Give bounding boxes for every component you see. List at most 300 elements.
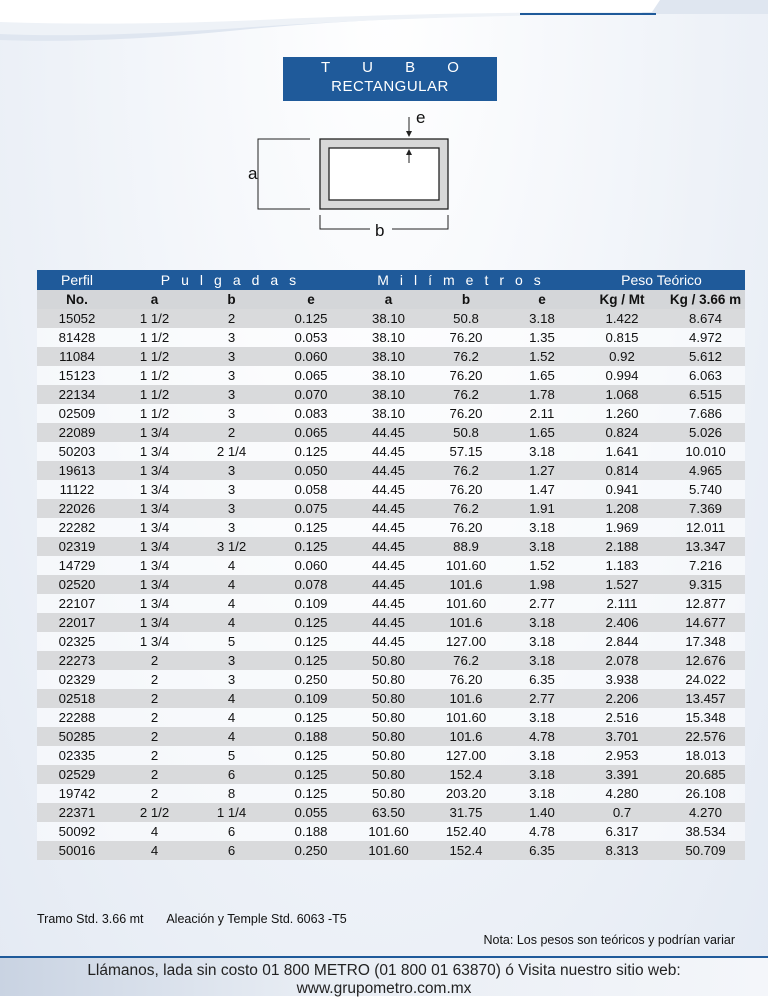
- table-cell: 1.183: [578, 556, 666, 575]
- table-cell: 0.070: [271, 385, 351, 404]
- table-cell: 1.422: [578, 309, 666, 328]
- column-header-row: [37, 290, 745, 309]
- table-cell: 22288: [37, 708, 117, 727]
- column-header: b: [192, 290, 271, 309]
- table-cell: 02518: [37, 689, 117, 708]
- table-cell: 1.208: [578, 499, 666, 518]
- table-cell: 22282: [37, 518, 117, 537]
- table-cell: 81428: [37, 328, 117, 347]
- table-cell: 0.083: [271, 404, 351, 423]
- table-cell: 12.011: [666, 518, 745, 537]
- table-cell: 76.20: [426, 366, 506, 385]
- column-header: b: [426, 290, 506, 309]
- table-cell: 22371: [37, 803, 117, 822]
- table-cell: 3: [192, 499, 271, 518]
- table-cell: 101.6: [426, 689, 506, 708]
- table-cell: 44.45: [351, 423, 426, 442]
- table-cell: 0.055: [271, 803, 351, 822]
- table-cell: 0.125: [271, 784, 351, 803]
- table-row: [37, 442, 745, 461]
- table-row: [37, 594, 745, 613]
- table-cell: 4: [192, 727, 271, 746]
- table-cell: 1 3/4: [117, 575, 192, 594]
- table-cell: 1.47: [506, 480, 578, 499]
- table-cell: 5: [192, 632, 271, 651]
- table-cell: 3: [192, 404, 271, 423]
- table-cell: 44.45: [351, 632, 426, 651]
- table-cell: 7.369: [666, 499, 745, 518]
- table-cell: 3: [192, 670, 271, 689]
- table-cell: 63.50: [351, 803, 426, 822]
- table-cell: 50.80: [351, 670, 426, 689]
- table-cell: 22134: [37, 385, 117, 404]
- table-cell: 5: [192, 746, 271, 765]
- table-cell: 88.9: [426, 537, 506, 556]
- table-cell: 22273: [37, 651, 117, 670]
- table-row: [37, 689, 745, 708]
- table-cell: 22107: [37, 594, 117, 613]
- table-cell: 4: [192, 556, 271, 575]
- table-cell: 0.050: [271, 461, 351, 480]
- aleacion-text: Aleación y Temple Std. 6063 -T5: [166, 912, 347, 926]
- table-cell: 0.7: [578, 803, 666, 822]
- table-cell: 2: [117, 689, 192, 708]
- table-cell: 5.612: [666, 347, 745, 366]
- table-cell: 44.45: [351, 442, 426, 461]
- table-cell: 76.20: [426, 518, 506, 537]
- table-cell: 50.80: [351, 784, 426, 803]
- dim-b-bracket: [320, 215, 370, 229]
- table-cell: 4.965: [666, 461, 745, 480]
- table-row: [37, 423, 745, 442]
- table-cell: 3: [192, 347, 271, 366]
- table-cell: 0.125: [271, 632, 351, 651]
- column-header: e: [506, 290, 578, 309]
- table-cell: 13.457: [666, 689, 745, 708]
- table-cell: 1 3/4: [117, 556, 192, 575]
- table-cell: 1 3/4: [117, 613, 192, 632]
- table-cell: 1 3/4: [117, 480, 192, 499]
- table-cell: 0.060: [271, 556, 351, 575]
- table-cell: 2.111: [578, 594, 666, 613]
- table-cell: 02335: [37, 746, 117, 765]
- table-cell: 3: [192, 480, 271, 499]
- table-cell: 101.60: [351, 841, 426, 860]
- table-cell: 0.125: [271, 309, 351, 328]
- group-header-row: [37, 270, 745, 290]
- table-cell: 0.125: [271, 537, 351, 556]
- table-cell: 1 1/2: [117, 328, 192, 347]
- table-cell: 1 1/2: [117, 347, 192, 366]
- table-cell: 0.92: [578, 347, 666, 366]
- table-cell: 127.00: [426, 746, 506, 765]
- table-cell: 2: [117, 784, 192, 803]
- table-cell: 44.45: [351, 613, 426, 632]
- table-cell: 4: [192, 613, 271, 632]
- column-header: Kg / Mt: [578, 290, 666, 309]
- tube-diagram: [240, 105, 480, 245]
- table-cell: 11084: [37, 347, 117, 366]
- table-cell: 8.674: [666, 309, 745, 328]
- table-cell: 4: [117, 822, 192, 841]
- table-cell: 0.109: [271, 594, 351, 613]
- table-cell: 2.406: [578, 613, 666, 632]
- table-cell: 0.994: [578, 366, 666, 385]
- label-e: e: [416, 108, 426, 127]
- table-body: [37, 309, 745, 860]
- table-cell: 3: [192, 385, 271, 404]
- table-cell: 1.068: [578, 385, 666, 404]
- table-cell: 50203: [37, 442, 117, 461]
- table-cell: 38.10: [351, 328, 426, 347]
- table-row: [37, 385, 745, 404]
- table-cell: 2: [117, 746, 192, 765]
- table-cell: 0.060: [271, 347, 351, 366]
- nota-text: Nota: Los pesos son teóricos y podrían variar: [483, 933, 735, 947]
- table-cell: 15123: [37, 366, 117, 385]
- table-cell: 2.844: [578, 632, 666, 651]
- table-cell: 3.18: [506, 746, 578, 765]
- label-a: a: [248, 164, 258, 183]
- table-row: [37, 575, 745, 594]
- column-header: Kg / 3.66 m: [666, 290, 745, 309]
- table-cell: 1 3/4: [117, 499, 192, 518]
- title-line1: T U B O: [321, 59, 473, 76]
- table-cell: 0.125: [271, 518, 351, 537]
- title-box: [283, 57, 497, 101]
- table-row: [37, 366, 745, 385]
- table-row: [37, 461, 745, 480]
- table-cell: 0.075: [271, 499, 351, 518]
- table-cell: 127.00: [426, 632, 506, 651]
- table-cell: 2.953: [578, 746, 666, 765]
- table-cell: 1.35: [506, 328, 578, 347]
- table-cell: 76.2: [426, 347, 506, 366]
- table-cell: 4.78: [506, 822, 578, 841]
- table-cell: 1 1/2: [117, 404, 192, 423]
- table-cell: 1.527: [578, 575, 666, 594]
- table-cell: 02325: [37, 632, 117, 651]
- table-cell: 15052: [37, 309, 117, 328]
- table-cell: 101.60: [426, 594, 506, 613]
- header-milimetros: Milímetros: [351, 270, 578, 290]
- table-cell: 2.516: [578, 708, 666, 727]
- column-header: e: [271, 290, 351, 309]
- table-cell: 76.20: [426, 480, 506, 499]
- table-row: [37, 309, 745, 328]
- table-cell: 3: [192, 366, 271, 385]
- table-cell: 3 1/2: [192, 537, 271, 556]
- table-cell: 50.8: [426, 309, 506, 328]
- table-cell: 14.677: [666, 613, 745, 632]
- table-cell: 19613: [37, 461, 117, 480]
- table-cell: 0.250: [271, 841, 351, 860]
- table-cell: 0.125: [271, 708, 351, 727]
- table-cell: 4: [192, 594, 271, 613]
- table-cell: 2 1/2: [117, 803, 192, 822]
- table-cell: 101.6: [426, 613, 506, 632]
- table-cell: 1.52: [506, 347, 578, 366]
- table-cell: 02329: [37, 670, 117, 689]
- table-cell: 1 3/4: [117, 518, 192, 537]
- table-row: [37, 765, 745, 784]
- table-cell: 6: [192, 765, 271, 784]
- table-cell: 3: [192, 651, 271, 670]
- table-cell: 22089: [37, 423, 117, 442]
- table-cell: 6.317: [578, 822, 666, 841]
- table-cell: 18.013: [666, 746, 745, 765]
- table-cell: 6.515: [666, 385, 745, 404]
- table-cell: 0.188: [271, 822, 351, 841]
- table-row: [37, 632, 745, 651]
- table-cell: 38.10: [351, 309, 426, 328]
- table-cell: 0.125: [271, 746, 351, 765]
- table-cell: 1.65: [506, 366, 578, 385]
- table-cell: 0.188: [271, 727, 351, 746]
- table-row: [37, 784, 745, 803]
- header-pulgadas: Pulgadas: [117, 270, 351, 290]
- table-cell: 15.348: [666, 708, 745, 727]
- table-cell: 3.18: [506, 613, 578, 632]
- table-cell: 44.45: [351, 518, 426, 537]
- table-cell: 2.11: [506, 404, 578, 423]
- table-cell: 1 3/4: [117, 442, 192, 461]
- table-cell: 0.125: [271, 442, 351, 461]
- table-row: [37, 708, 745, 727]
- table-cell: 44.45: [351, 537, 426, 556]
- table-cell: 22026: [37, 499, 117, 518]
- table-cell: 3.18: [506, 651, 578, 670]
- table-cell: 50.8: [426, 423, 506, 442]
- table-row: [37, 651, 745, 670]
- table-cell: 9.315: [666, 575, 745, 594]
- tramo-text: Tramo Std. 3.66 mt: [37, 912, 144, 926]
- table-cell: 0.053: [271, 328, 351, 347]
- table-cell: 8: [192, 784, 271, 803]
- table-cell: 50092: [37, 822, 117, 841]
- table-cell: 3.18: [506, 765, 578, 784]
- table-cell: 101.60: [426, 556, 506, 575]
- column-header: a: [117, 290, 192, 309]
- table-cell: 38.10: [351, 385, 426, 404]
- table-cell: 50.709: [666, 841, 745, 860]
- table-cell: 50285: [37, 727, 117, 746]
- table-cell: 2: [117, 708, 192, 727]
- table-cell: 2.188: [578, 537, 666, 556]
- table-cell: 24.022: [666, 670, 745, 689]
- table-cell: 0.078: [271, 575, 351, 594]
- table-cell: 5.026: [666, 423, 745, 442]
- table-cell: 8.313: [578, 841, 666, 860]
- table-cell: 3.18: [506, 784, 578, 803]
- table-cell: 2: [192, 309, 271, 328]
- table-cell: 50.80: [351, 727, 426, 746]
- table-cell: 0.125: [271, 765, 351, 784]
- table-cell: 1.641: [578, 442, 666, 461]
- table-cell: 38.10: [351, 366, 426, 385]
- table-cell: 13.347: [666, 537, 745, 556]
- table-row: [37, 670, 745, 689]
- table-cell: 101.6: [426, 727, 506, 746]
- table-cell: 50.80: [351, 689, 426, 708]
- table-cell: 152.4: [426, 841, 506, 860]
- table-cell: 31.75: [426, 803, 506, 822]
- table-cell: 26.108: [666, 784, 745, 803]
- table-cell: 7.216: [666, 556, 745, 575]
- table-cell: 2: [117, 765, 192, 784]
- table-cell: 3.18: [506, 442, 578, 461]
- table-cell: 0.065: [271, 366, 351, 385]
- column-header: No.: [37, 290, 117, 309]
- table-cell: 4.280: [578, 784, 666, 803]
- table-cell: 0.109: [271, 689, 351, 708]
- table-cell: 4: [192, 575, 271, 594]
- table-cell: 3: [192, 518, 271, 537]
- table-cell: 3.18: [506, 537, 578, 556]
- table-cell: 50.80: [351, 765, 426, 784]
- table-cell: 1.98: [506, 575, 578, 594]
- table-row: [37, 480, 745, 499]
- table-row: [37, 499, 745, 518]
- header-swoosh: [0, 0, 768, 60]
- table-cell: 50.80: [351, 708, 426, 727]
- table-cell: 1 3/4: [117, 423, 192, 442]
- table-cell: 7.686: [666, 404, 745, 423]
- table-cell: 50.80: [351, 651, 426, 670]
- table-cell: 22017: [37, 613, 117, 632]
- table-cell: 02319: [37, 537, 117, 556]
- column-header: a: [351, 290, 426, 309]
- table-cell: 6.35: [506, 670, 578, 689]
- table-cell: 1 3/4: [117, 632, 192, 651]
- table-cell: 19742: [37, 784, 117, 803]
- table-cell: 44.45: [351, 461, 426, 480]
- table-cell: 152.4: [426, 765, 506, 784]
- table-cell: 152.40: [426, 822, 506, 841]
- table-cell: 1.27: [506, 461, 578, 480]
- table-cell: 1 3/4: [117, 537, 192, 556]
- table-row: [37, 803, 745, 822]
- table-cell: 4: [192, 708, 271, 727]
- table-cell: 2: [192, 423, 271, 442]
- table-cell: 22.576: [666, 727, 745, 746]
- table-row: [37, 822, 745, 841]
- table-cell: 6.35: [506, 841, 578, 860]
- table-cell: 12.877: [666, 594, 745, 613]
- table-cell: 76.2: [426, 499, 506, 518]
- table-cell: 44.45: [351, 480, 426, 499]
- header-peso: Peso Teórico: [578, 270, 745, 290]
- table-cell: 76.20: [426, 670, 506, 689]
- header-perfil: Perfil: [37, 270, 117, 290]
- table-cell: 1.260: [578, 404, 666, 423]
- table-row: [37, 537, 745, 556]
- table-cell: 02520: [37, 575, 117, 594]
- footer-specs: [37, 912, 367, 926]
- table-cell: 2: [117, 670, 192, 689]
- table-cell: 4.972: [666, 328, 745, 347]
- table-row: [37, 746, 745, 765]
- title-line2: RECTANGULAR: [331, 78, 449, 95]
- table-cell: 3: [192, 461, 271, 480]
- table-cell: 4.270: [666, 803, 745, 822]
- table-cell: 2.206: [578, 689, 666, 708]
- table-cell: 50016: [37, 841, 117, 860]
- table-cell: 44.45: [351, 499, 426, 518]
- table-cell: 6: [192, 841, 271, 860]
- table-cell: 44.45: [351, 594, 426, 613]
- table-cell: 76.2: [426, 385, 506, 404]
- table-cell: 38.10: [351, 404, 426, 423]
- table-cell: 3.391: [578, 765, 666, 784]
- table-cell: 3.18: [506, 518, 578, 537]
- table-cell: 4: [192, 689, 271, 708]
- table-cell: 0.065: [271, 423, 351, 442]
- table-cell: 0.058: [271, 480, 351, 499]
- table-cell: 203.20: [426, 784, 506, 803]
- table-cell: 11122: [37, 480, 117, 499]
- table-cell: 2: [117, 727, 192, 746]
- table-cell: 3.701: [578, 727, 666, 746]
- table-cell: 0.125: [271, 651, 351, 670]
- contact-text: Llámanos, lada sin costo 01 800 METRO (01 800 01 63870) ó Visita nuestro sitio web: www.grupometro.com.mx: [87, 962, 681, 997]
- table-cell: 76.20: [426, 404, 506, 423]
- table-cell: 20.685: [666, 765, 745, 784]
- table-cell: 3.18: [506, 708, 578, 727]
- table-cell: 14729: [37, 556, 117, 575]
- dim-a-bracket: [258, 139, 310, 209]
- table-cell: 2: [117, 651, 192, 670]
- table-cell: 0.250: [271, 670, 351, 689]
- table-cell: 50.80: [351, 746, 426, 765]
- table-cell: 02509: [37, 404, 117, 423]
- table-cell: 10.010: [666, 442, 745, 461]
- table-row: [37, 841, 745, 860]
- table-cell: 1.52: [506, 556, 578, 575]
- table-cell: 0.815: [578, 328, 666, 347]
- table-cell: 76.2: [426, 651, 506, 670]
- table-cell: 101.60: [426, 708, 506, 727]
- table-cell: 6.063: [666, 366, 745, 385]
- table-cell: 1 1/4: [192, 803, 271, 822]
- table-cell: 02529: [37, 765, 117, 784]
- table-row: [37, 556, 745, 575]
- table-cell: 6: [192, 822, 271, 841]
- table-cell: 44.45: [351, 575, 426, 594]
- table-cell: 0.824: [578, 423, 666, 442]
- table-cell: 2.77: [506, 594, 578, 613]
- table-cell: 0.941: [578, 480, 666, 499]
- table-cell: 5.740: [666, 480, 745, 499]
- table-cell: 38.10: [351, 347, 426, 366]
- table-cell: 3.18: [506, 309, 578, 328]
- table-cell: 17.348: [666, 632, 745, 651]
- tube-inner-wall: [329, 148, 439, 200]
- table-cell: 2.77: [506, 689, 578, 708]
- table-cell: 44.45: [351, 556, 426, 575]
- table-cell: 76.20: [426, 328, 506, 347]
- table-cell: 3.938: [578, 670, 666, 689]
- table-cell: 3.18: [506, 632, 578, 651]
- table-cell: 2.078: [578, 651, 666, 670]
- table-row: [37, 347, 745, 366]
- table-cell: 4.78: [506, 727, 578, 746]
- table-cell: 2 1/4: [192, 442, 271, 461]
- table-cell: 1 3/4: [117, 461, 192, 480]
- table-cell: 0.125: [271, 613, 351, 632]
- table-cell: 101.6: [426, 575, 506, 594]
- table-cell: 1.40: [506, 803, 578, 822]
